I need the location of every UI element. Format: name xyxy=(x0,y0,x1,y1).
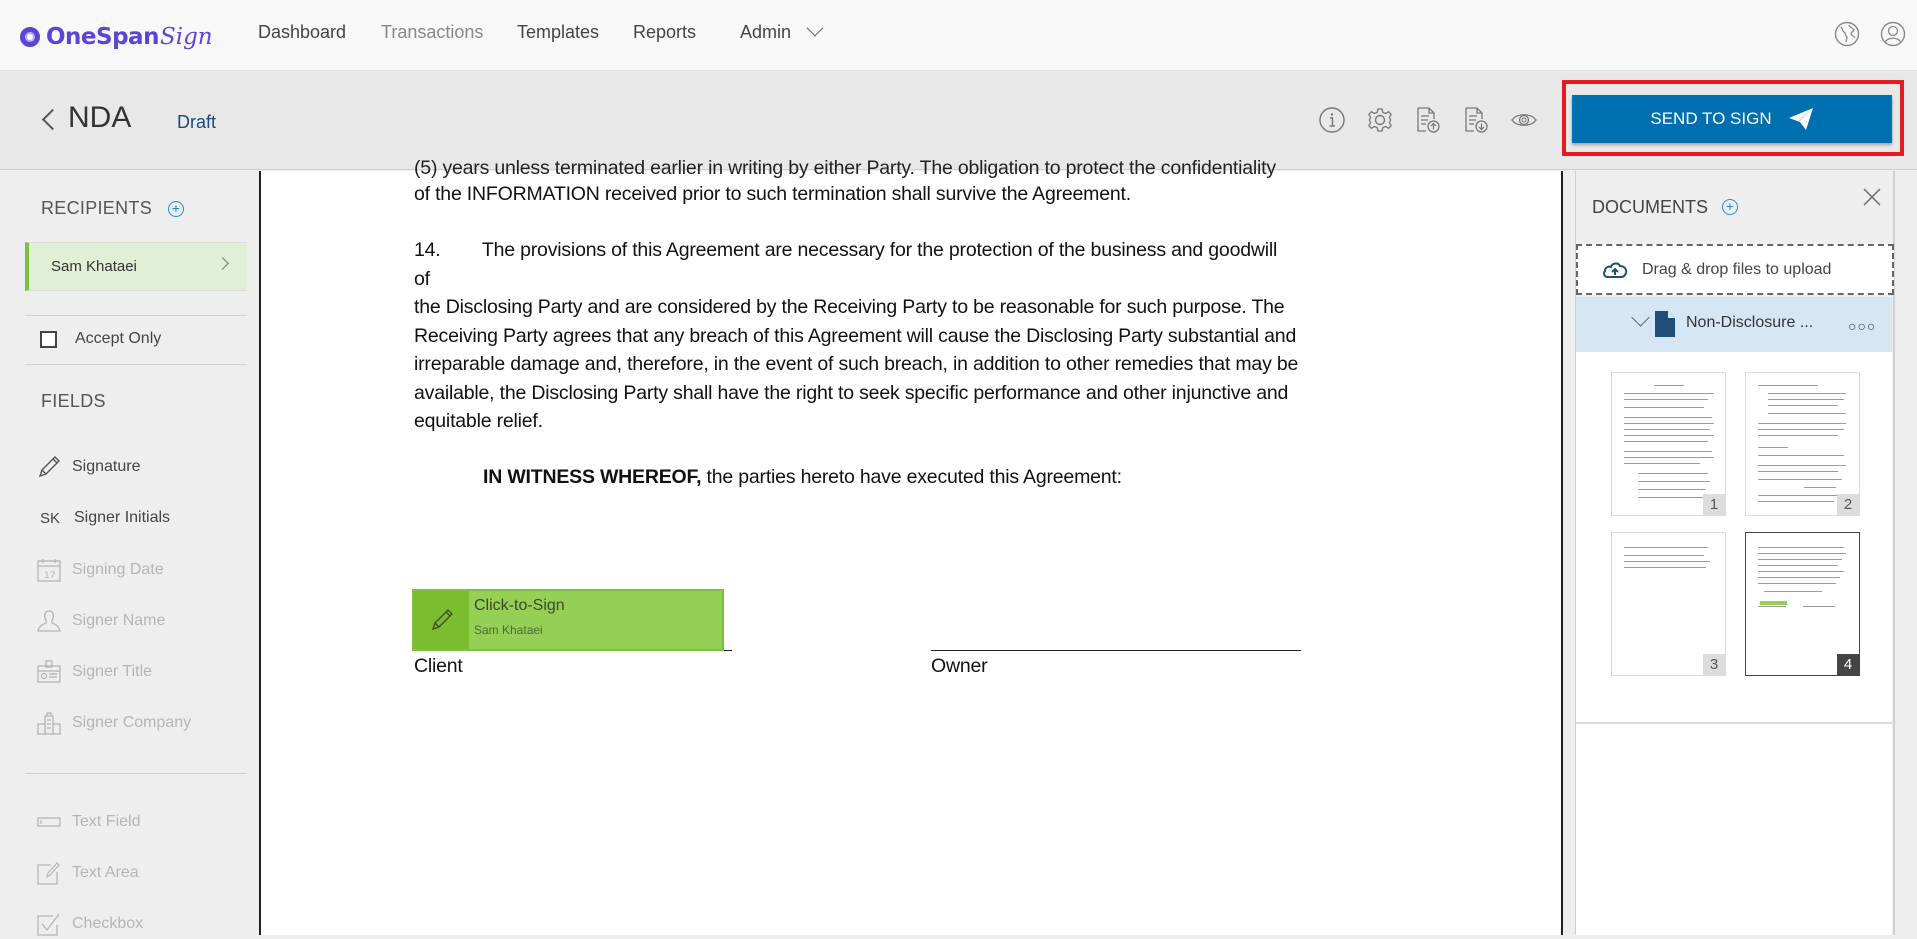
field-signing-date[interactable] xyxy=(36,555,164,585)
building-icon xyxy=(36,710,62,736)
page-thumbnail[interactable] xyxy=(1611,372,1726,516)
document-name: Non-Disclosure ... xyxy=(1686,314,1814,331)
client-label: Client xyxy=(414,655,463,677)
calendar-icon xyxy=(36,557,62,583)
accept-only-label: Accept Only xyxy=(75,330,162,347)
divider xyxy=(25,364,247,365)
signature-field-signer: Sam Khataei xyxy=(474,623,543,637)
document-upload-icon[interactable] xyxy=(1414,106,1442,134)
nav-admin[interactable] xyxy=(740,22,821,43)
document-text-line: (5) years unless terminated earlier in writing by either Party. The obligation to protect the confidentiality xyxy=(414,157,1276,179)
field-label: Signer Initials xyxy=(74,509,171,526)
document-text-line: available, the Disclosing Party shall have the right to seek specific performance and other injunctive and xyxy=(414,382,1289,404)
add-document-icon[interactable]: + xyxy=(1722,199,1738,215)
settings-gear-icon[interactable] xyxy=(1366,106,1394,134)
text-field-icon xyxy=(36,809,62,835)
upload-dropzone[interactable] xyxy=(1576,244,1894,295)
field-text-area[interactable] xyxy=(36,858,139,888)
checkbox-icon xyxy=(36,911,62,937)
transaction-title: NDA xyxy=(68,101,132,134)
field-signature[interactable] xyxy=(36,452,141,482)
owner-label: Owner xyxy=(931,655,988,677)
top-navigation-bar xyxy=(0,0,1917,71)
page-number: 4 xyxy=(1837,654,1859,675)
document-text-line: of the INFORMATION received prior to such termination shall survive the Agreement. xyxy=(414,183,1131,205)
fields-title: FIELDS xyxy=(41,391,106,411)
chevron-right-icon xyxy=(216,257,229,270)
field-label: Signer Company xyxy=(72,714,192,731)
onespan-sign-logo[interactable] xyxy=(20,20,213,54)
dropzone-label: Drag & drop files to upload xyxy=(1642,260,1832,278)
witness-text: the parties hereto have executed this Agreement: xyxy=(701,466,1122,488)
field-checkbox[interactable] xyxy=(36,909,143,939)
documents-title-text: DOCUMENTS xyxy=(1592,197,1708,217)
field-label: Text Field xyxy=(72,813,141,830)
document-text-line: equitable relief. xyxy=(414,410,543,432)
person-icon xyxy=(36,608,62,634)
divider xyxy=(25,315,247,316)
initials-icon: SK xyxy=(39,509,60,527)
owner-signature-line xyxy=(931,650,1301,651)
signature-field-title: Click-to-Sign xyxy=(474,597,565,614)
user-profile-icon[interactable] xyxy=(1880,21,1906,47)
send-to-sign-button[interactable] xyxy=(1572,95,1892,143)
field-label: Signer Title xyxy=(72,663,153,680)
field-label: Text Area xyxy=(72,864,139,881)
field-text-field[interactable] xyxy=(36,807,140,837)
document-text-line: Receiving Party agrees that any breach of this Agreement will cause the Disclosing Party substantial and xyxy=(414,325,1297,347)
recipient-name: Sam Khataei xyxy=(51,258,137,275)
logo-ring-icon xyxy=(20,27,40,47)
recipients-title: RECIPIENTS xyxy=(41,198,153,218)
document-download-icon[interactable] xyxy=(1462,106,1490,134)
documents-panel-empty-area xyxy=(1576,724,1892,935)
logo-script-text: Sign xyxy=(159,24,213,50)
text-area-icon xyxy=(36,860,62,886)
field-signer-initials[interactable] xyxy=(36,503,170,533)
add-recipient-icon[interactable]: + xyxy=(168,201,184,217)
document-text-line: irreparable damage and, therefore, in the event of such breach, in addition to other remedies that may be xyxy=(414,353,1299,375)
document-text-line: 14. The provisions of this Agreement are necessary for the protection of the business and goodwill xyxy=(414,239,1278,261)
nav-transactions[interactable]: Transactions xyxy=(381,22,484,42)
document-list-item[interactable] xyxy=(1576,297,1892,352)
divider xyxy=(25,773,247,774)
page-number: 3 xyxy=(1703,654,1725,675)
nav-admin-label: Admin xyxy=(740,22,792,42)
id-badge-icon xyxy=(36,659,62,685)
field-label: Checkbox xyxy=(72,915,144,932)
witness-bold: IN WITNESS WHEREOF, xyxy=(483,466,702,488)
field-label: Signing Date xyxy=(72,561,164,578)
chevron-down-icon xyxy=(807,20,824,37)
info-icon[interactable] xyxy=(1318,106,1346,134)
page-number: 2 xyxy=(1837,494,1859,515)
field-signer-name[interactable] xyxy=(36,606,165,636)
globe-icon[interactable] xyxy=(1834,21,1860,47)
preview-eye-icon[interactable] xyxy=(1510,106,1538,134)
field-label: Signature xyxy=(72,458,141,475)
nav-dashboard[interactable]: Dashboard xyxy=(258,22,347,42)
svg-text:17: 17 xyxy=(44,571,56,581)
field-signer-title[interactable] xyxy=(36,657,152,687)
document-text-line: the Disclosing Party and are considered by the Receiving Party to be reasonable for such purpose. The xyxy=(414,296,1285,318)
nav-templates[interactable]: Templates xyxy=(517,22,600,42)
status-badge: Draft xyxy=(177,112,217,132)
page-number: 1 xyxy=(1703,494,1725,515)
field-label: Signer Name xyxy=(72,612,166,629)
recipient-item[interactable] xyxy=(25,242,247,291)
pen-icon xyxy=(414,591,469,649)
more-options-icon[interactable]: ○○○ xyxy=(1848,318,1877,334)
page-thumbnail[interactable] xyxy=(1611,532,1726,676)
page-thumbnail-selected[interactable] xyxy=(1745,532,1860,676)
pen-icon xyxy=(36,454,62,480)
document-file-icon xyxy=(1654,310,1676,343)
document-canvas[interactable] xyxy=(259,157,1561,935)
close-icon[interactable] xyxy=(1862,187,1882,207)
click-to-sign-field[interactable] xyxy=(412,589,724,651)
paper-plane-icon xyxy=(1788,107,1814,131)
send-to-sign-label: SEND TO SIGN xyxy=(1650,109,1772,128)
document-text-line: of xyxy=(414,268,430,290)
cloud-upload-icon xyxy=(1602,260,1628,280)
logo-text: OneSpan xyxy=(46,24,159,50)
nav-reports[interactable]: Reports xyxy=(633,22,697,42)
documents-title xyxy=(1592,197,1708,218)
chevron-down-icon[interactable] xyxy=(1631,308,1649,326)
accept-only-checkbox[interactable] xyxy=(40,331,57,348)
documents-box xyxy=(1575,171,1895,935)
page-thumbnails xyxy=(1576,352,1892,724)
witness-clause xyxy=(483,466,1122,489)
field-signer-company[interactable] xyxy=(36,708,191,738)
page-thumbnail[interactable] xyxy=(1745,372,1860,516)
documents-panel xyxy=(1561,171,1917,935)
